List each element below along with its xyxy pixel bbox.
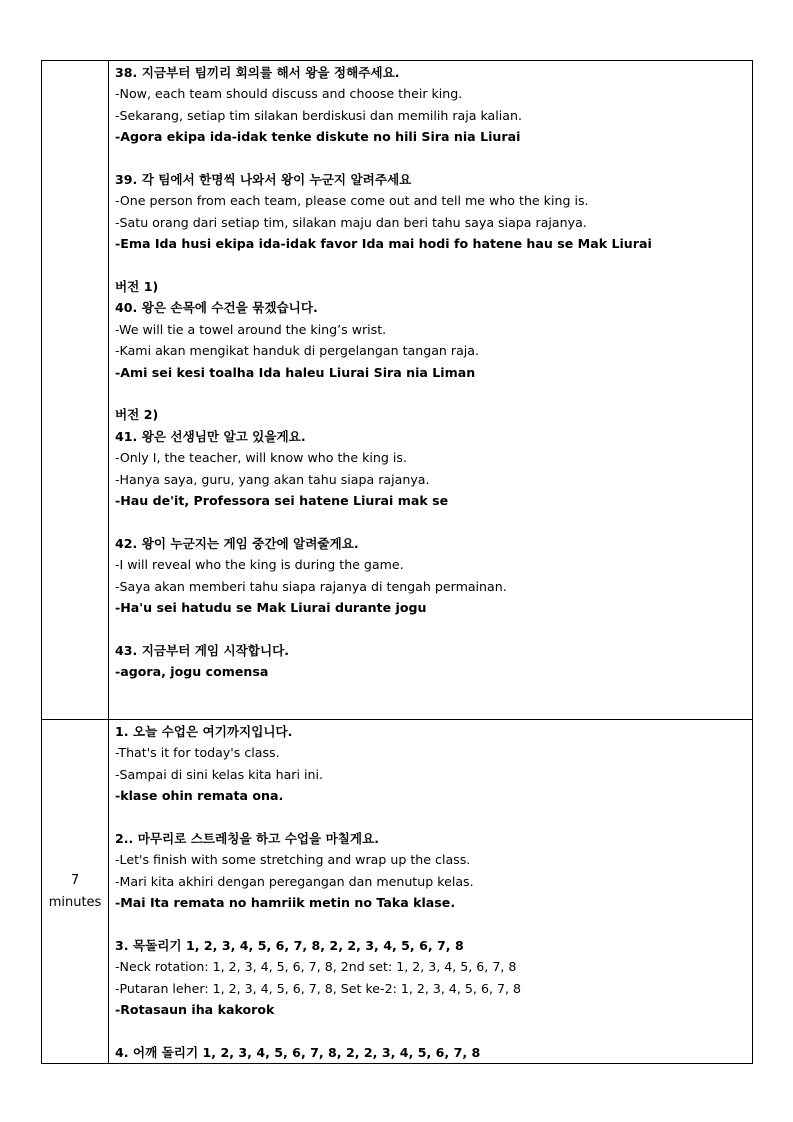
phrase-line-bold: 4. 어깨 돌리기 1, 2, 3, 4, 5, 6, 7, 8, 2, 2, 3, 4, 5, 6, 7, 8: [115, 1045, 481, 1061]
phrase-line-bold: 1. 오늘 수업은 여기까지입니다.: [115, 724, 293, 739]
phrase-line: -Saya akan memberi tahu siapa rajanya di tengah permainan.: [115, 578, 507, 594]
phrase-group: [115, 1042, 746, 1063]
phrase-line-bold: -Hau de'it, Professora sei hatene Liurai mak se: [115, 493, 449, 509]
phrase-group: [115, 721, 746, 807]
phrase-line: -Satu orang dari setiap tim, silakan maju dan beri tahu saya siapa rajanya.: [115, 214, 587, 230]
phrase-line-bold: 42. 왕이 누군지는 게임 중간에 알려줄게요.: [115, 535, 359, 551]
phrase-line-bold: -Agora ekipa ida-idak tenke diskute no hili Sira nia Liurai: [115, 129, 521, 145]
lesson-table: [41, 60, 753, 1064]
phrase-line: -Sekarang, setiap tim silakan berdiskusi dan memilih raja kalian.: [115, 107, 522, 123]
phrase-line: -I will reveal who the king is during the game.: [115, 557, 404, 573]
minutes-number: 7: [70, 873, 80, 889]
phrase-line: -Hanya saya, guru, yang akan tahu siapa rajanya.: [115, 471, 430, 487]
phrase-line-bold: -Ami sei kesi toalha Ida haleu Liurai Sira nia Liman: [115, 364, 476, 380]
phrase-group: [115, 404, 746, 511]
phrase-line-bold: 3. 목돌리기 1, 2, 3, 4, 5, 6, 7, 8, 2, 2, 3, 4, 5, 6, 7, 8: [115, 938, 464, 954]
phrase-group: [115, 169, 746, 255]
phrase-line: -We will tie a towel around the king’s wrist.: [115, 321, 387, 337]
content-cell: [109, 720, 753, 1064]
phrase-line-bold: 38. 지금부터 팀끼리 회의를 해서 왕을 정해주세요.: [115, 65, 400, 80]
phrase-line: -Now, each team should discuss and choose their king.: [115, 86, 463, 102]
spacer: [115, 511, 746, 532]
phrase-line-bold: -Ha'u sei hatudu se Mak Liurai durante jogu: [115, 600, 427, 616]
time-cell: [42, 61, 109, 720]
phrase-line-bold: 버전 1): [115, 279, 159, 295]
spacer: [115, 383, 746, 404]
phrase-group: [115, 276, 746, 383]
phrase-line-bold: -Mai Ita remata no hamriik metin no Taka klase.: [115, 895, 456, 911]
phrase-line-bold: -Ema Ida husi ekipa ida-idak favor Ida mai hodi fo hatene hau se Mak Liurai: [115, 236, 652, 252]
spacer: [115, 807, 746, 828]
phrase-line: -Sampai di sini kelas kita hari ini.: [115, 766, 323, 782]
phrase-line-bold: 41. 왕은 선생님만 알고 있을게요.: [115, 428, 306, 444]
spacer: [115, 255, 746, 276]
phrase-line: -Kami akan mengikat handuk di pergelangan tangan raja.: [115, 343, 480, 359]
phrase-line: -That's it for today's class.: [115, 745, 280, 761]
phrase-group: [115, 640, 746, 683]
phrase-line-bold: 2.. 마무리로 스트레칭을 하고 수업을 마칠게요.: [115, 831, 380, 847]
phrase-line: -One person from each team, please come out and tell me who the king is.: [115, 193, 589, 209]
spacer: [115, 619, 746, 640]
phrase-line: -Neck rotation: 1, 2, 3, 4, 5, 6, 7, 8, 2nd set: 1, 2, 3, 4, 5, 6, 7, 8: [115, 959, 517, 975]
spacer: [115, 1021, 746, 1042]
phrase-line: -Putaran leher: 1, 2, 3, 4, 5, 6, 7, 8, Set ke-2: 1, 2, 3, 4, 5, 6, 7, 8: [115, 980, 521, 996]
phrase-line: -Only I, the teacher, will know who the king is.: [115, 450, 407, 466]
phrase-line-bold: 40. 왕은 손목에 수건을 묶겠습니다.: [115, 300, 318, 316]
phrase-line-bold: 버전 2): [115, 407, 159, 423]
table-row: [42, 61, 753, 720]
content-cell: [109, 61, 753, 720]
phrase-group: [115, 62, 746, 148]
spacer: [115, 914, 746, 935]
phrase-group: [115, 935, 746, 1021]
phrase-group: [115, 828, 746, 914]
phrase-line-bold: 43. 지금부터 게임 시작합니다.: [115, 642, 290, 658]
phrase-line-bold: -agora, jogu comensa: [115, 664, 269, 680]
phrase-group: [115, 533, 746, 619]
phrase-line-bold: -Rotasaun iha kakorok: [115, 1002, 275, 1018]
phrase-line-bold: 39. 각 팀에서 한명씩 나와서 왕이 누군지 알려주세요: [115, 172, 412, 188]
minutes-unit: minutes: [48, 894, 102, 910]
phrase-line-bold: -klase ohin remata ona.: [115, 788, 284, 804]
table-row: [42, 720, 753, 1064]
phrase-line: -Mari kita akhiri dengan peregangan dan menutup kelas.: [115, 873, 474, 889]
spacer: [115, 148, 746, 169]
phrase-line: -Let's finish with some stretching and wrap up the class.: [115, 852, 471, 868]
time-cell: [42, 720, 109, 1064]
